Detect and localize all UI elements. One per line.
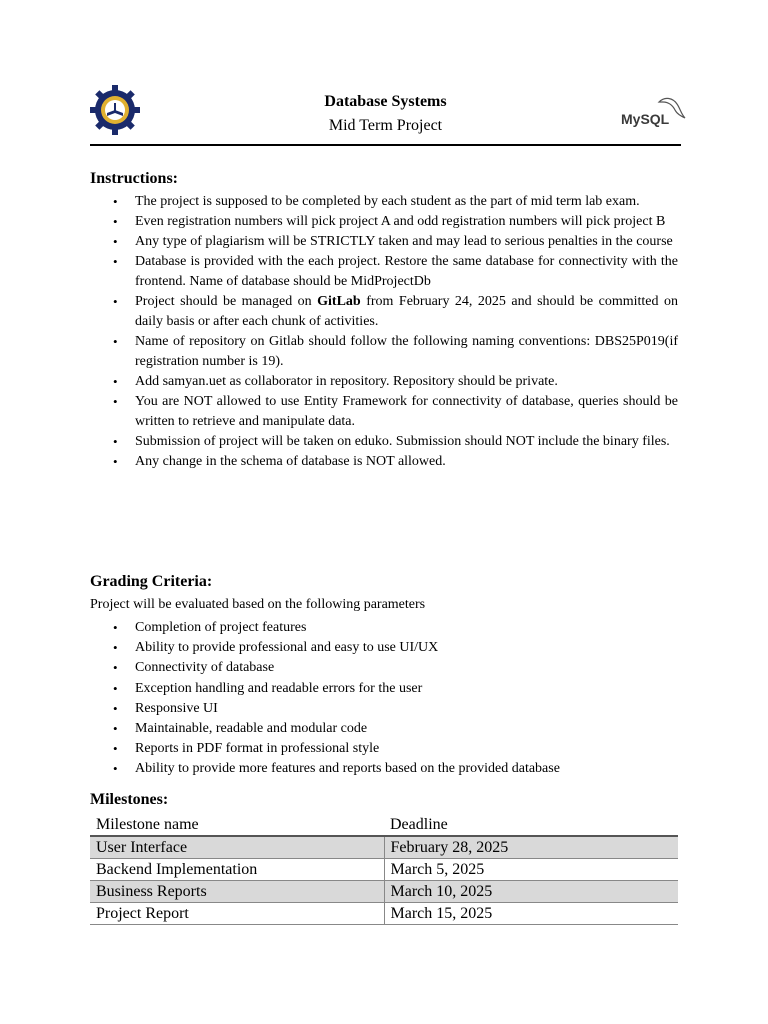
document-header — [90, 82, 681, 146]
list-item: • Ability to provide professional and easy to use UI/UX — [113, 640, 439, 656]
instructions-list — [113, 192, 678, 472]
milestone-deadline: March 5, 2025 — [384, 859, 678, 881]
list-item: • Project should be managed on GitLab from February 24, 2025 and should be committed on daily basis or after each chunk of activities. — [113, 294, 678, 329]
milestone-deadline: March 10, 2025 — [384, 881, 678, 903]
gitlab-emphasis: GitLab — [317, 294, 361, 309]
mysql-logo-icon — [619, 94, 687, 130]
list-item: • Any type of plagiarism will be STRICTLY taken and may lead to serious penalties in the course — [113, 234, 673, 249]
document-subtitle: Mid Term Project — [328, 117, 443, 134]
mysql-logo-text: MySQL — [621, 111, 670, 127]
list-item: • Completion of project features — [113, 620, 307, 635]
milestone-name: User Interface — [90, 836, 384, 859]
milestones-table — [90, 814, 678, 925]
list-item: • Database is provided with the each project. Restore the same database for connectivity with the frontend. Name of database should be MidProjectDb — [113, 254, 678, 289]
list-item: • Any change in the schema of database is NOT allowed. — [113, 454, 446, 469]
list-item: • Maintainable, readable and modular code — [113, 721, 368, 737]
list-item: • Name of repository on Gitlab should follow the following naming conventions: DBS25P019(if registration number is 19). — [113, 334, 678, 369]
document-title: Database Systems — [324, 93, 447, 110]
list-item: • Ability to provide more features and reports based on the provided database — [113, 761, 560, 777]
list-item: • Reports in PDF format in professional style — [113, 741, 380, 757]
table-row — [90, 859, 678, 881]
table-row — [90, 903, 678, 925]
grading-heading: Grading Criteria: — [90, 573, 213, 590]
list-item: • Responsive UI — [113, 700, 218, 716]
column-header-milestone: Milestone name — [90, 814, 384, 836]
milestones-heading: Milestones: — [90, 791, 169, 808]
list-item: • Connectivity of database — [113, 660, 275, 676]
grading-list — [113, 618, 678, 780]
list-item: • The project is supposed to be completed by each student as the part of mid term lab exam. — [113, 194, 640, 209]
instructions-heading: Instructions: — [90, 170, 179, 187]
list-item: • Submission of project will be taken on eduko. Submission should NOT include the binary files. — [113, 434, 670, 449]
list-item: • Exception handling and readable errors for the user — [113, 680, 423, 696]
list-item: • You are NOT allowed to use Entity Framework for connectivity of database, queries should be written to retrieve and manipulate data. — [113, 394, 678, 429]
milestone-name: Project Report — [90, 903, 384, 925]
list-item: • Add samyan.uet as collaborator in repository. Repository should be private. — [113, 374, 558, 389]
milestone-deadline: February 28, 2025 — [384, 836, 678, 859]
column-header-deadline: Deadline — [384, 814, 678, 836]
list-item: • Even registration numbers will pick project A and odd registration numbers will pick project B — [113, 214, 666, 229]
table-row — [90, 881, 678, 903]
milestone-name: Backend Implementation — [90, 859, 384, 881]
milestone-name: Business Reports — [90, 881, 384, 903]
table-row — [90, 836, 678, 859]
milestone-deadline: March 15, 2025 — [384, 903, 678, 925]
table-header-row — [90, 814, 678, 836]
grading-intro: Project will be evaluated based on the following parameters — [90, 597, 426, 612]
